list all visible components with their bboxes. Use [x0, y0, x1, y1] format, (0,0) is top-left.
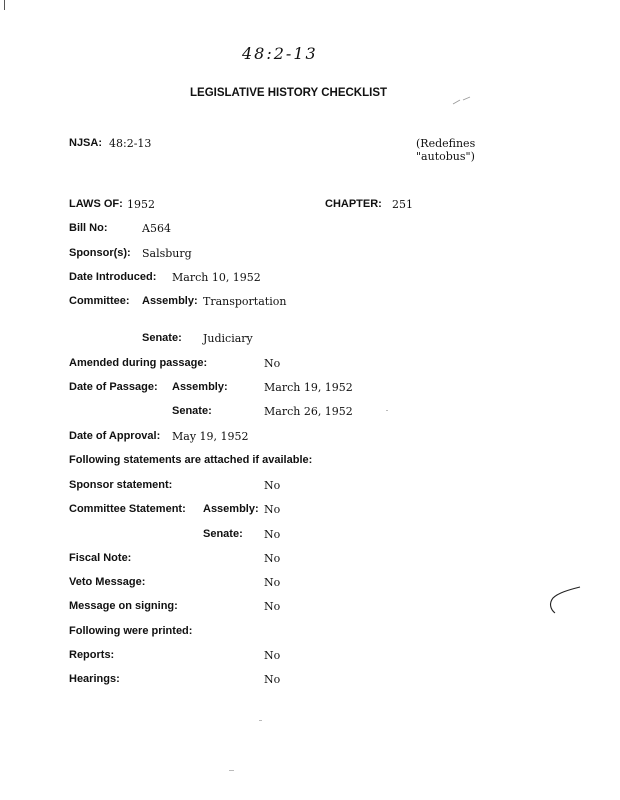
committee-label: Committee:: [69, 295, 130, 307]
committee-assembly-value: Transportation: [203, 295, 287, 308]
committee-senate-value: Judiciary: [203, 332, 253, 345]
fiscal-note-label: Fiscal Note:: [69, 552, 132, 564]
committee-senate-label: Senate:: [142, 332, 182, 344]
committee-statement-label: Committee Statement:: [69, 503, 186, 515]
committee-statement-senate-value: No: [264, 528, 281, 541]
pen-mark-top: [452, 96, 472, 106]
dot-mark: [259, 720, 262, 721]
committee-assembly-label: Assembly:: [142, 295, 198, 307]
bill-no-value: A564: [142, 222, 171, 235]
redefines-note-line2: "autobus"): [416, 150, 475, 163]
date-introduced-label: Date Introduced:: [69, 271, 157, 283]
page-title: LEGISLATIVE HISTORY CHECKLIST: [190, 87, 388, 99]
handwritten-statute-number: 48:2-13: [242, 44, 318, 63]
fiscal-note-value: No: [264, 552, 281, 565]
message-on-signing-label: Message on signing:: [69, 600, 178, 612]
njsa-value: 48:2-13: [109, 137, 152, 150]
amended-label: Amended during passage:: [69, 357, 208, 369]
chapter-value: 251: [392, 198, 413, 211]
date-introduced-value: March 10, 1952: [172, 271, 261, 284]
sponsor-statement-value: No: [264, 479, 281, 492]
sponsors-label: Sponsor(s):: [69, 247, 131, 259]
hearings-value: No: [264, 673, 281, 686]
veto-message-value: No: [264, 576, 281, 589]
laws-of-label: LAWS OF:: [69, 198, 123, 210]
reports-label: Reports:: [69, 649, 115, 661]
passage-assembly-value: March 19, 1952: [264, 381, 353, 394]
printed-header: Following were printed:: [69, 625, 193, 637]
date-of-approval-value: May 19, 1952: [172, 430, 249, 443]
sponsor-statement-label: Sponsor statement:: [69, 479, 173, 491]
statements-header: Following statements are attached if available:: [69, 454, 313, 466]
bill-no-label: Bill No:: [69, 222, 108, 234]
njsa-label: NJSA:: [69, 137, 103, 149]
laws-of-value: 1952: [127, 198, 155, 211]
committee-statement-assembly-label: Assembly:: [203, 503, 259, 515]
passage-assembly-label: Assembly:: [172, 381, 228, 393]
hearings-label: Hearings:: [69, 673, 120, 685]
amended-value: No: [264, 357, 281, 370]
margin-line: [4, 0, 5, 10]
date-of-approval-label: Date of Approval:: [69, 430, 161, 442]
chapter-label: CHAPTER:: [325, 198, 382, 210]
passage-senate-label: Senate:: [172, 405, 212, 417]
committee-statement-senate-label: Senate:: [203, 528, 243, 540]
veto-message-label: Veto Message:: [69, 576, 146, 588]
committee-statement-assembly-value: No: [264, 503, 281, 516]
message-on-signing-value: No: [264, 600, 281, 613]
reports-value: No: [264, 649, 281, 662]
sponsors-value: Salsburg: [142, 247, 192, 260]
date-of-passage-label: Date of Passage:: [69, 381, 158, 393]
dot-mark: [386, 410, 388, 411]
passage-senate-value: March 26, 1952: [264, 405, 353, 418]
pen-mark-margin: [546, 584, 582, 618]
dot-mark: [229, 770, 234, 771]
redefines-note-line1: (Redefines: [416, 137, 476, 150]
